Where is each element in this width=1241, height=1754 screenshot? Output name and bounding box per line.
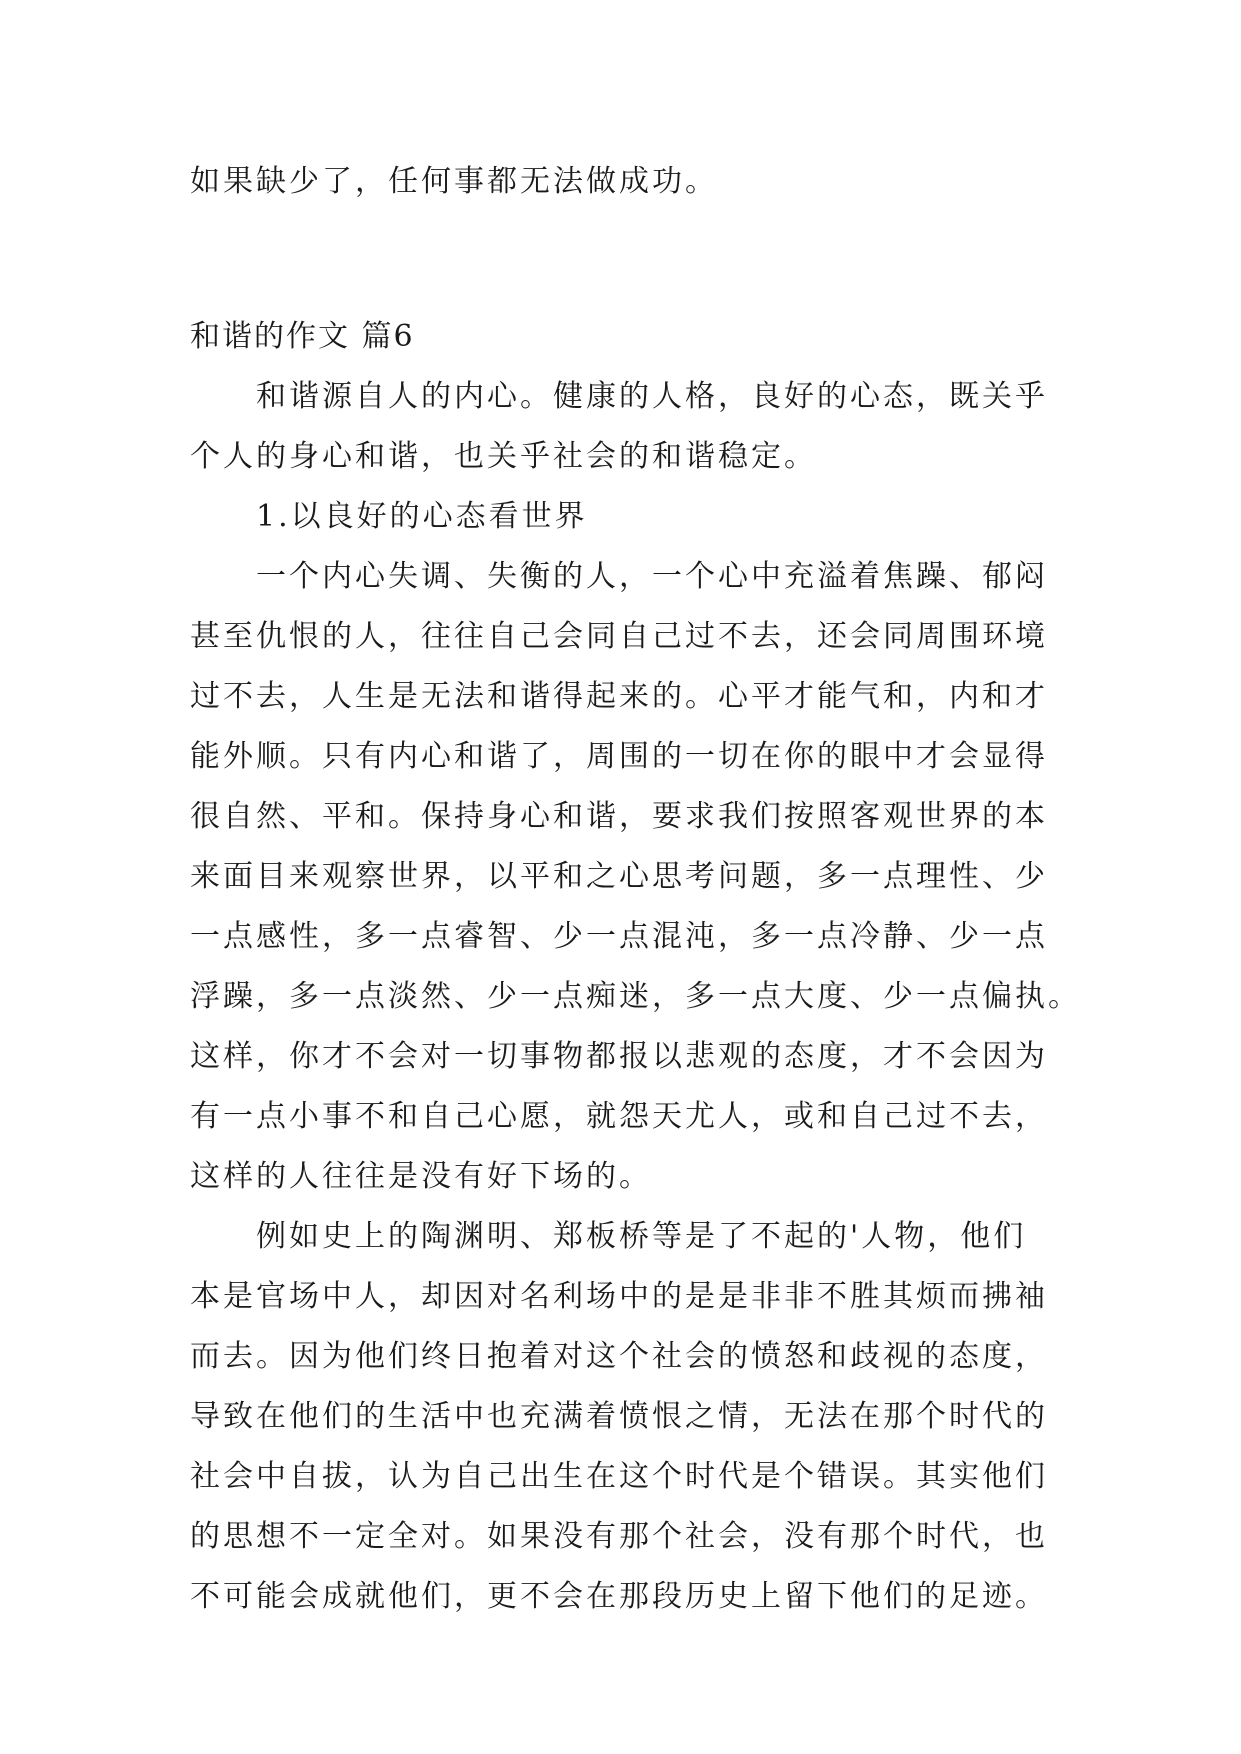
paragraph-line: 浮躁，多一点淡然、少一点痴迷，多一点大度、少一点偏执。: [190, 979, 1081, 1014]
paragraph-line: 不可能会成就他们，更不会在那段历史上留下他们的足迹。: [190, 1579, 1048, 1614]
paragraph-line: 这样，你才不会对一切事物都报以悲观的态度，才不会因为: [190, 1039, 1048, 1074]
paragraph-line: 一个内心失调、失衡的人，一个心中充溢着焦躁、郁闷: [256, 559, 1048, 594]
paragraph-line: 过不去，人生是无法和谐得起来的。心平才能气和，内和才: [190, 679, 1048, 714]
paragraph-line: 个人的身心和谐，也关乎社会的和谐稳定。: [190, 439, 817, 474]
paragraph-line: 能外顺。只有内心和谐了，周围的一切在你的眼中才会显得: [190, 739, 1048, 774]
subheading-line: 1.以良好的心态看世界: [256, 499, 588, 534]
section-heading: 和谐的作文 篇6: [190, 319, 415, 354]
paragraph-line: 这样的人往往是没有好下场的。: [190, 1159, 652, 1194]
paragraph-line: 来面目来观察世界，以平和之心思考问题，多一点理性、少: [190, 859, 1048, 894]
paragraph-line: 社会中自拔，认为自己出生在这个时代是个错误。其实他们: [190, 1459, 1048, 1494]
section-spacer: [190, 212, 1060, 307]
paragraph-line: 很自然、平和。保持身心和谐，要求我们按照客观世界的本: [190, 799, 1048, 834]
paragraph-line: 本是官场中人，却因对名利场中的是是非非不胜其烦而拂袖: [190, 1279, 1048, 1314]
paragraph-line: 一点感性，多一点睿智、少一点混沌，多一点冷静、少一点: [190, 919, 1048, 954]
paragraph-line: 甚至仇恨的人，往往自己会同自己过不去，还会同周围环境: [190, 619, 1048, 654]
continued-paragraph-line: 如果缺少了，任何事都无法做成功。: [190, 164, 718, 199]
paragraph-line: 而去。因为他们终日抱着对这个社会的愤怒和歧视的态度，: [190, 1339, 1048, 1374]
paragraph-line: 和谐源自人的内心。健康的人格，良好的心态，既关乎: [256, 379, 1048, 414]
paragraph-line: 例如史上的陶渊明、郑板桥等是了不起的'人物，他们: [256, 1219, 1027, 1254]
paragraph-line: 的思想不一定全对。如果没有那个社会，没有那个时代，也: [190, 1519, 1048, 1554]
document-body: [190, 152, 1081, 1627]
paragraph-line: 导致在他们的生活中也充满着愤恨之情，无法在那个时代的: [190, 1399, 1048, 1434]
paragraph-line: 有一点小事不和自己心愿，就怨天尤人，或和自己过不去，: [190, 1099, 1048, 1134]
